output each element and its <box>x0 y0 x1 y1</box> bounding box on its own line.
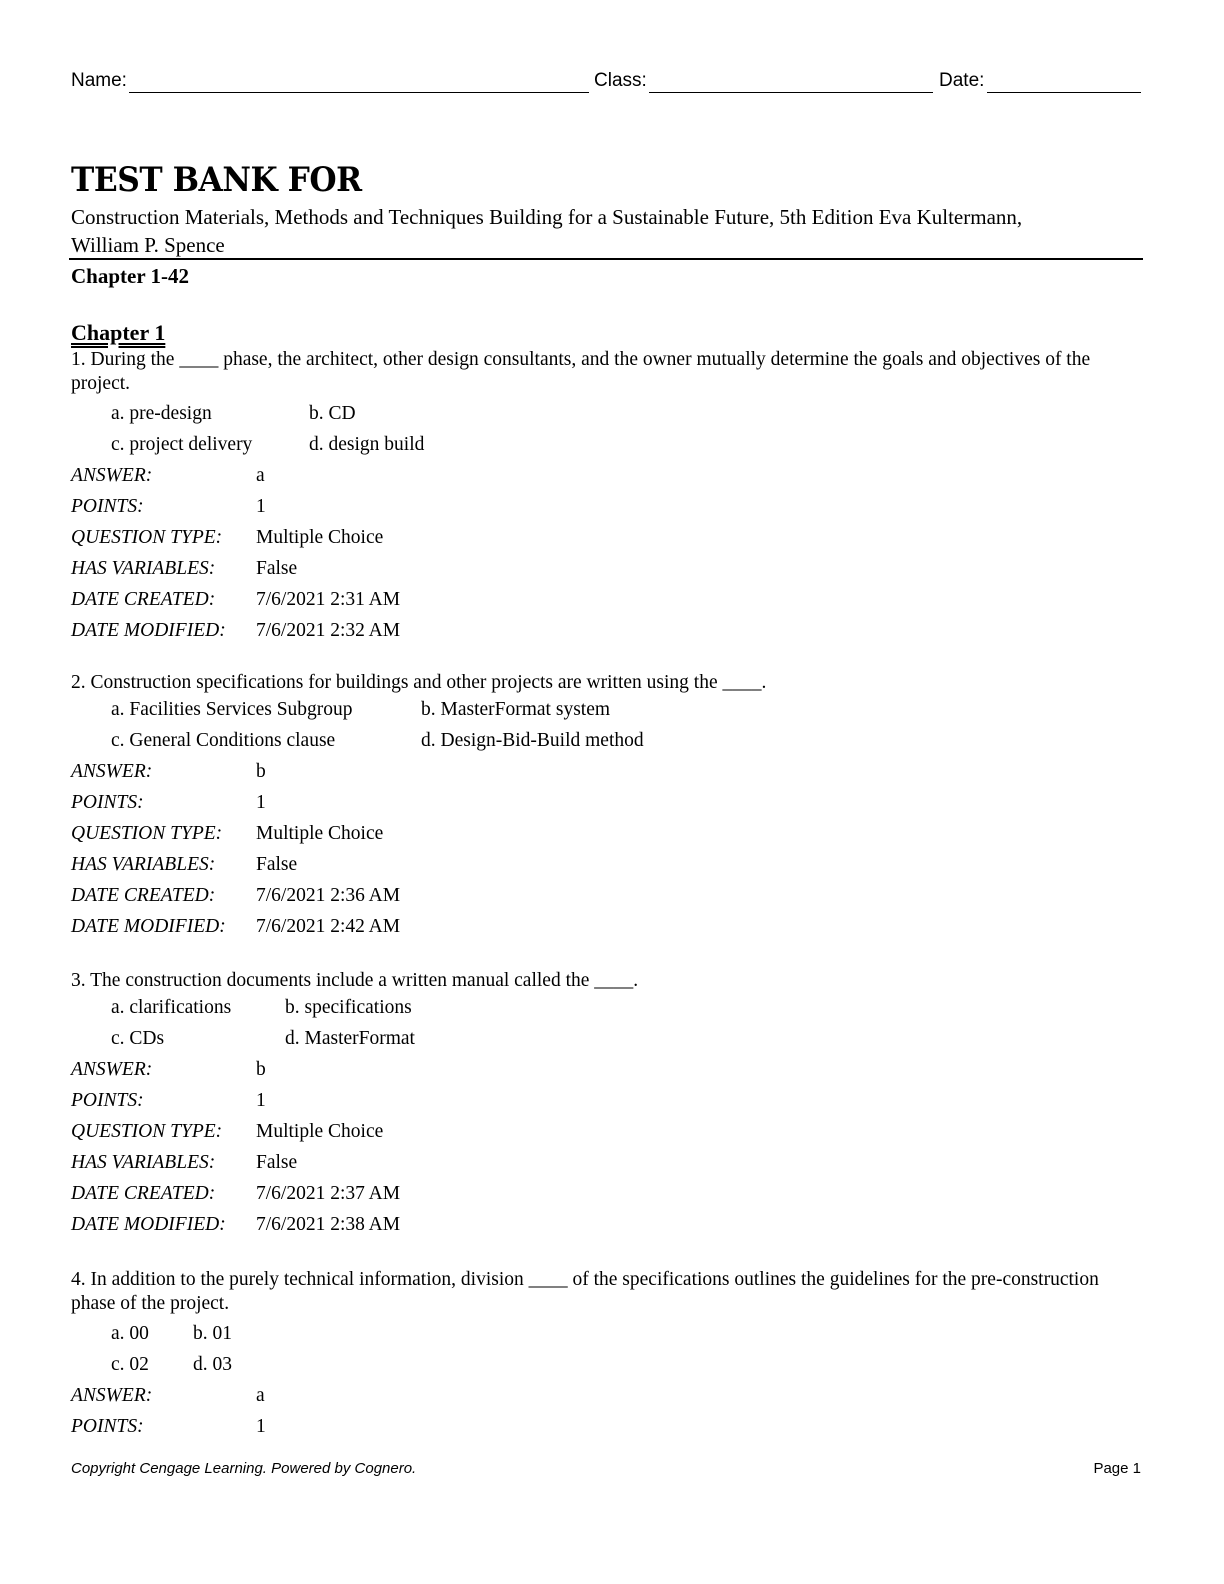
question-3 <box>71 969 1141 1240</box>
book-subtitle: Construction Materials, Methods and Techniques Building for a Sustainable Future, 5th Edition Eva Kultermann, William P. Spence <box>71 205 1023 257</box>
has-variables-label: HAS VARIABLES: <box>71 854 216 875</box>
option-c[interactable]: c. General Conditions clause <box>111 730 336 751</box>
option-a[interactable]: a. Facilities Services Subgroup <box>111 699 353 720</box>
date-modified-value: 7/6/2021 2:38 AM <box>256 1214 401 1235</box>
has-variables-value: False <box>256 558 298 579</box>
points-label: POINTS: <box>71 1416 144 1437</box>
footer-page-number: Page 1 <box>1093 1460 1141 1477</box>
chapter-range: Chapter 1-42 <box>71 264 190 288</box>
student-info-header <box>71 70 1141 96</box>
option-b[interactable]: b. specifications <box>285 997 412 1018</box>
answer-value: b <box>256 761 266 782</box>
answer-options <box>111 992 1141 1054</box>
date-label: Date: <box>939 70 985 91</box>
option-c[interactable]: c. 02 <box>111 1354 149 1375</box>
question-type-label: QUESTION TYPE: <box>71 1121 223 1142</box>
answer-label: ANSWER: <box>71 465 153 486</box>
date-field-line[interactable] <box>987 92 1141 93</box>
answer-value: b <box>256 1059 266 1080</box>
answer-options <box>111 1318 1141 1380</box>
class-field-line[interactable] <box>649 92 933 93</box>
question-2 <box>71 671 1141 942</box>
footer-copyright: Copyright Cengage Learning. Powered by Cognero. <box>71 1460 417 1477</box>
question-stem: 4. In addition to the purely technical information, division ____ of the specifications outlines the guidelines for the pre-construction phase of the project. <box>71 1269 1099 1314</box>
option-b[interactable]: b. CD <box>309 403 356 424</box>
points-label: POINTS: <box>71 496 144 517</box>
question-1 <box>71 348 1141 646</box>
option-b[interactable]: b. 01 <box>193 1323 232 1344</box>
points-label: POINTS: <box>71 792 144 813</box>
question-stem: 3. The construction documents include a written manual called the ____. <box>71 970 639 991</box>
answer-label: ANSWER: <box>71 1059 153 1080</box>
option-a[interactable]: a. 00 <box>111 1323 149 1344</box>
question-type-value: Multiple Choice <box>256 823 384 844</box>
option-c[interactable]: c. project delivery <box>111 434 253 455</box>
question-4 <box>71 1268 1141 1442</box>
chapter-heading: Chapter 1 <box>71 320 166 345</box>
date-created-label: DATE CREATED: <box>71 589 216 610</box>
title-divider <box>69 258 1143 260</box>
option-d[interactable]: d. MasterFormat <box>285 1028 415 1049</box>
option-d[interactable]: d. design build <box>309 434 425 455</box>
points-value: 1 <box>256 1416 266 1437</box>
question-type-value: Multiple Choice <box>256 527 384 548</box>
date-modified-label: DATE MODIFIED: <box>71 1214 226 1235</box>
date-created-value: 7/6/2021 2:37 AM <box>256 1183 401 1204</box>
answer-label: ANSWER: <box>71 1385 153 1406</box>
has-variables-value: False <box>256 854 298 875</box>
date-created-label: DATE CREATED: <box>71 885 216 906</box>
option-d[interactable]: d. 03 <box>193 1354 232 1375</box>
date-modified-label: DATE MODIFIED: <box>71 620 226 641</box>
date-modified-value: 7/6/2021 2:32 AM <box>256 620 401 641</box>
option-c[interactable]: c. CDs <box>111 1028 165 1049</box>
answer-options <box>111 398 1141 460</box>
class-label: Class: <box>594 70 647 91</box>
question-stem: 2. Construction specifications for buildings and other projects are written using the ____. <box>71 672 767 693</box>
points-value: 1 <box>256 1090 266 1111</box>
question-stem: 1. During the ____ phase, the architect, other design consultants, and the owner mutually determine the goals and objectives of the project. <box>71 349 1091 394</box>
date-created-value: 7/6/2021 2:36 AM <box>256 885 401 906</box>
answer-value: a <box>256 465 265 486</box>
question-type-label: QUESTION TYPE: <box>71 527 223 548</box>
date-modified-label: DATE MODIFIED: <box>71 916 226 937</box>
document-page <box>71 0 1143 1584</box>
has-variables-label: HAS VARIABLES: <box>71 558 216 579</box>
option-a[interactable]: a. clarifications <box>111 997 232 1018</box>
points-value: 1 <box>256 496 266 517</box>
answer-label: ANSWER: <box>71 761 153 782</box>
name-label: Name: <box>71 70 127 91</box>
option-b[interactable]: b. MasterFormat system <box>421 699 611 720</box>
date-created-label: DATE CREATED: <box>71 1183 216 1204</box>
option-a[interactable]: a. pre-design <box>111 403 212 424</box>
answer-options <box>111 694 1141 756</box>
points-value: 1 <box>256 792 266 813</box>
question-type-label: QUESTION TYPE: <box>71 823 223 844</box>
answer-value: a <box>256 1385 265 1406</box>
question-type-value: Multiple Choice <box>256 1121 384 1142</box>
has-variables-value: False <box>256 1152 298 1173</box>
has-variables-label: HAS VARIABLES: <box>71 1152 216 1173</box>
date-modified-value: 7/6/2021 2:42 AM <box>256 916 401 937</box>
option-d[interactable]: d. Design-Bid-Build method <box>421 730 644 751</box>
date-created-value: 7/6/2021 2:31 AM <box>256 589 401 610</box>
document-title: TEST BANK FOR <box>71 160 362 200</box>
points-label: POINTS: <box>71 1090 144 1111</box>
name-field-line[interactable] <box>129 92 589 93</box>
